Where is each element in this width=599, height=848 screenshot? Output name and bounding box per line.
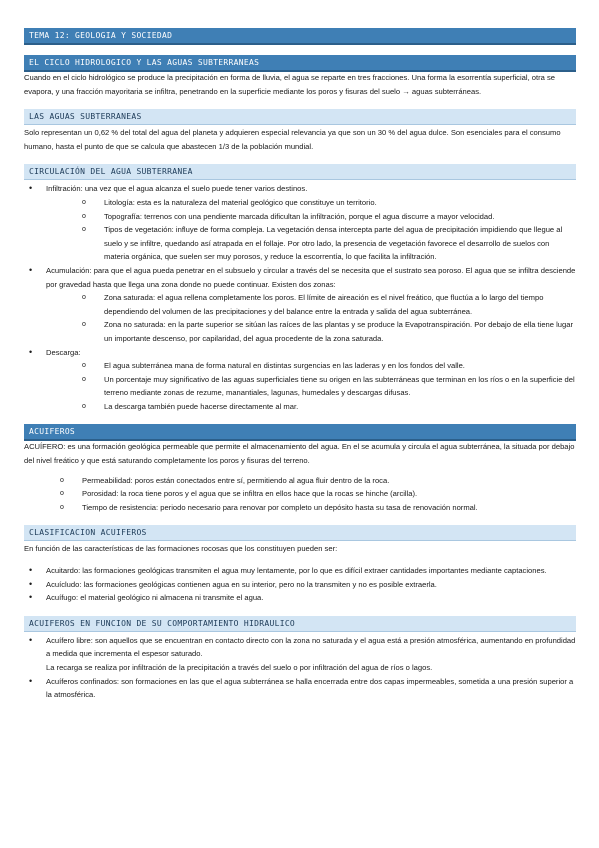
list-item: [24, 264, 576, 346]
list-item-note: La recarga se realiza por infiltración de la precipitación a través del suelo o por infiltración del agua de ríos o lagos.: [46, 663, 433, 672]
list-item: [24, 634, 576, 675]
paragraph-ciclo-hidrologico: Cuando en el ciclo hidrológico se produce la precipitación en forma de lluvia, el agua se reparte en tres fracciones. Una forma la esorrentía superficial, otra se evapora, y una fracción mayoritaria se infiltra, penetrando en la superficie mediante los poros y fisuras del suelo → aguas subterráneas.: [24, 73, 556, 96]
list-circulacion: [24, 182, 576, 413]
section-title-aguas-subterraneas: LAS AGUAS SUBTERRANEAS: [24, 109, 576, 125]
list-item-text: Infiltración: una vez que el agua alcanza el suelo puede tener varios destinos.: [46, 184, 308, 194]
sublist: [46, 196, 576, 264]
sublist-item: o Tiempo de resistencia: periodo necesario para renovar por completo un depósito hasta su tasa de renovación normal.: [60, 501, 576, 515]
list-item: • Acuitardo: las formaciones geológicas transmiten el agua muy lentamente, por lo que es difícil extraer cantidades importantes mediante captaciones.: [24, 564, 576, 578]
paragraph-acuifero: ACUÍFERO: es una formación geológica permeable que permite el almacenamiento del agua. En el se acumula y circula el agua subterránea, la situada por debajo del nivel freático y que está saturando completamente los poros y fisuras del terreno.: [24, 442, 575, 466]
document-page: [24, 28, 576, 702]
list-item: [24, 346, 576, 414]
sublist-item: o La descarga también puede hacerse directamente al mar.: [82, 400, 576, 414]
section-title-clasificacion: CLASIFICACION ACUIFEROS: [24, 525, 576, 541]
sublist-item: o Porosidad: la roca tiene poros y el agua que se infiltra en ellos hace que la rocas se hinche (arcilla).: [60, 487, 576, 501]
sublist-item: o El agua subterránea mana de forma natural en distintas surgencias en las laderas y en los fondos del valle.: [82, 359, 576, 373]
list-item-text: Acumulación: para que el agua pueda penetrar en el subsuelo y circular a través del se necesita que el sustrato sea poroso. El agua que se infiltra desciende por gravedad hasta que llega una zona donde no puede continuar. Existen dos zonas:: [46, 265, 576, 289]
section-title-circulacion: CIRCULACIÓN DEL AGUA SUBTERRANEA: [24, 164, 576, 180]
sublist: [46, 359, 576, 413]
document-title: TEMA 12: GEOLOGIA Y SOCIEDAD: [24, 28, 576, 43]
list-item-text: Descarga:: [46, 347, 81, 357]
paragraph-aguas-subterraneas: Solo representan un 0,62 % del total del agua del planeta y adquieren especial relevancia ya que son un 30 % del agua dulce. Son esenciales para el consumo humano, hasta el punto de que se calcula que abastecen 1/3 de la población mundial.: [24, 128, 561, 151]
list-comportamiento: [24, 634, 576, 702]
list-item: • Acuífugo: el material geológico ni almacena ni transmite el agua.: [24, 591, 576, 605]
list-item: [24, 182, 576, 264]
paragraph-clasificacion: En función de las características de las formaciones rocosas que los constituyen pueden ser:: [24, 544, 338, 554]
sublist-item: o Un porcentaje muy significativo de las aguas superficiales tiene su origen en las subterráneas que terminan en los ríos o en la superficie del terreno mediante zonas de rezume, manantiales, lagunas, humedales y descargas difusas.: [82, 373, 576, 400]
sublist-item: o Litología: esta es la naturaleza del material geológico que constituye un territorio.: [82, 196, 576, 210]
sublist-item: o Topografía: terrenos con una pendiente marcada dificultan la infiltración, porque el agua discurre a mayor velocidad.: [82, 210, 576, 224]
list-clasificacion: [24, 564, 576, 605]
sublist-item: o Tipos de vegetación: influye de forma compleja. La vegetación densa intercepta parte del agua de precipitación impidiendo que llegue al suelo y se infiltre, quedando así atrapada en el follaje. Por otro lado, la presencia de vegetación favorece el desarrollo de suelos con materia orgánica, que suelen ser muy porosos, y reduce la escorrentía, lo que facilita la infiltración.: [82, 223, 576, 264]
sublist-item: o Zona no saturada: en la parte superior se sitúan las raíces de las plantas y se produce la Evapotranspiración. Por debajo de ella tiene lugar un importante descenso, por capilaridad, del agua procedente de la zona saturada.: [82, 318, 576, 345]
sublist-acuifero-properties: [24, 474, 576, 515]
section-title-comportamiento-hidraulico: ACUIFEROS EN FUNCION DE SU COMPORTAMIENTO HIDRAULICO: [24, 616, 576, 632]
list-item: • Acuíferos confinados: son formaciones en las que el agua subterránea se halla encerrada entre dos capas impermeables, sometida a una presión superior a la atmosférica.: [24, 675, 576, 702]
section-title-acuiferos: ACUIFEROS: [24, 424, 576, 439]
list-item: • Acuícludo: las formaciones geológicas contienen agua en su interior, pero no la transmiten y no es posible extraerla.: [24, 578, 576, 592]
sublist-item: o Zona saturada: el agua rellena completamente los poros. El límite de aireación es el nivel freático, que fluctúa a lo largo del tiempo dependiendo del volumen de las precipitaciones y del balance entre la entrada y salida del agua subterránea.: [82, 291, 576, 318]
list-item-text: Acuífero libre: son aquellos que se encuentran en contacto directo con la zona no saturada y el agua está a presión atmosférica, aumentando en profundidad a medida que incrementa el espesor saturado.: [46, 635, 576, 659]
section-title-ciclo-hidrologico: EL CICLO HIDROLOGICO Y LAS AGUAS SUBTERRANEAS: [24, 55, 576, 70]
sublist-item: o Permeabilidad: poros están conectados entre sí, permitiendo al agua fluir dentro de la roca.: [60, 474, 576, 488]
sublist: [46, 291, 576, 345]
